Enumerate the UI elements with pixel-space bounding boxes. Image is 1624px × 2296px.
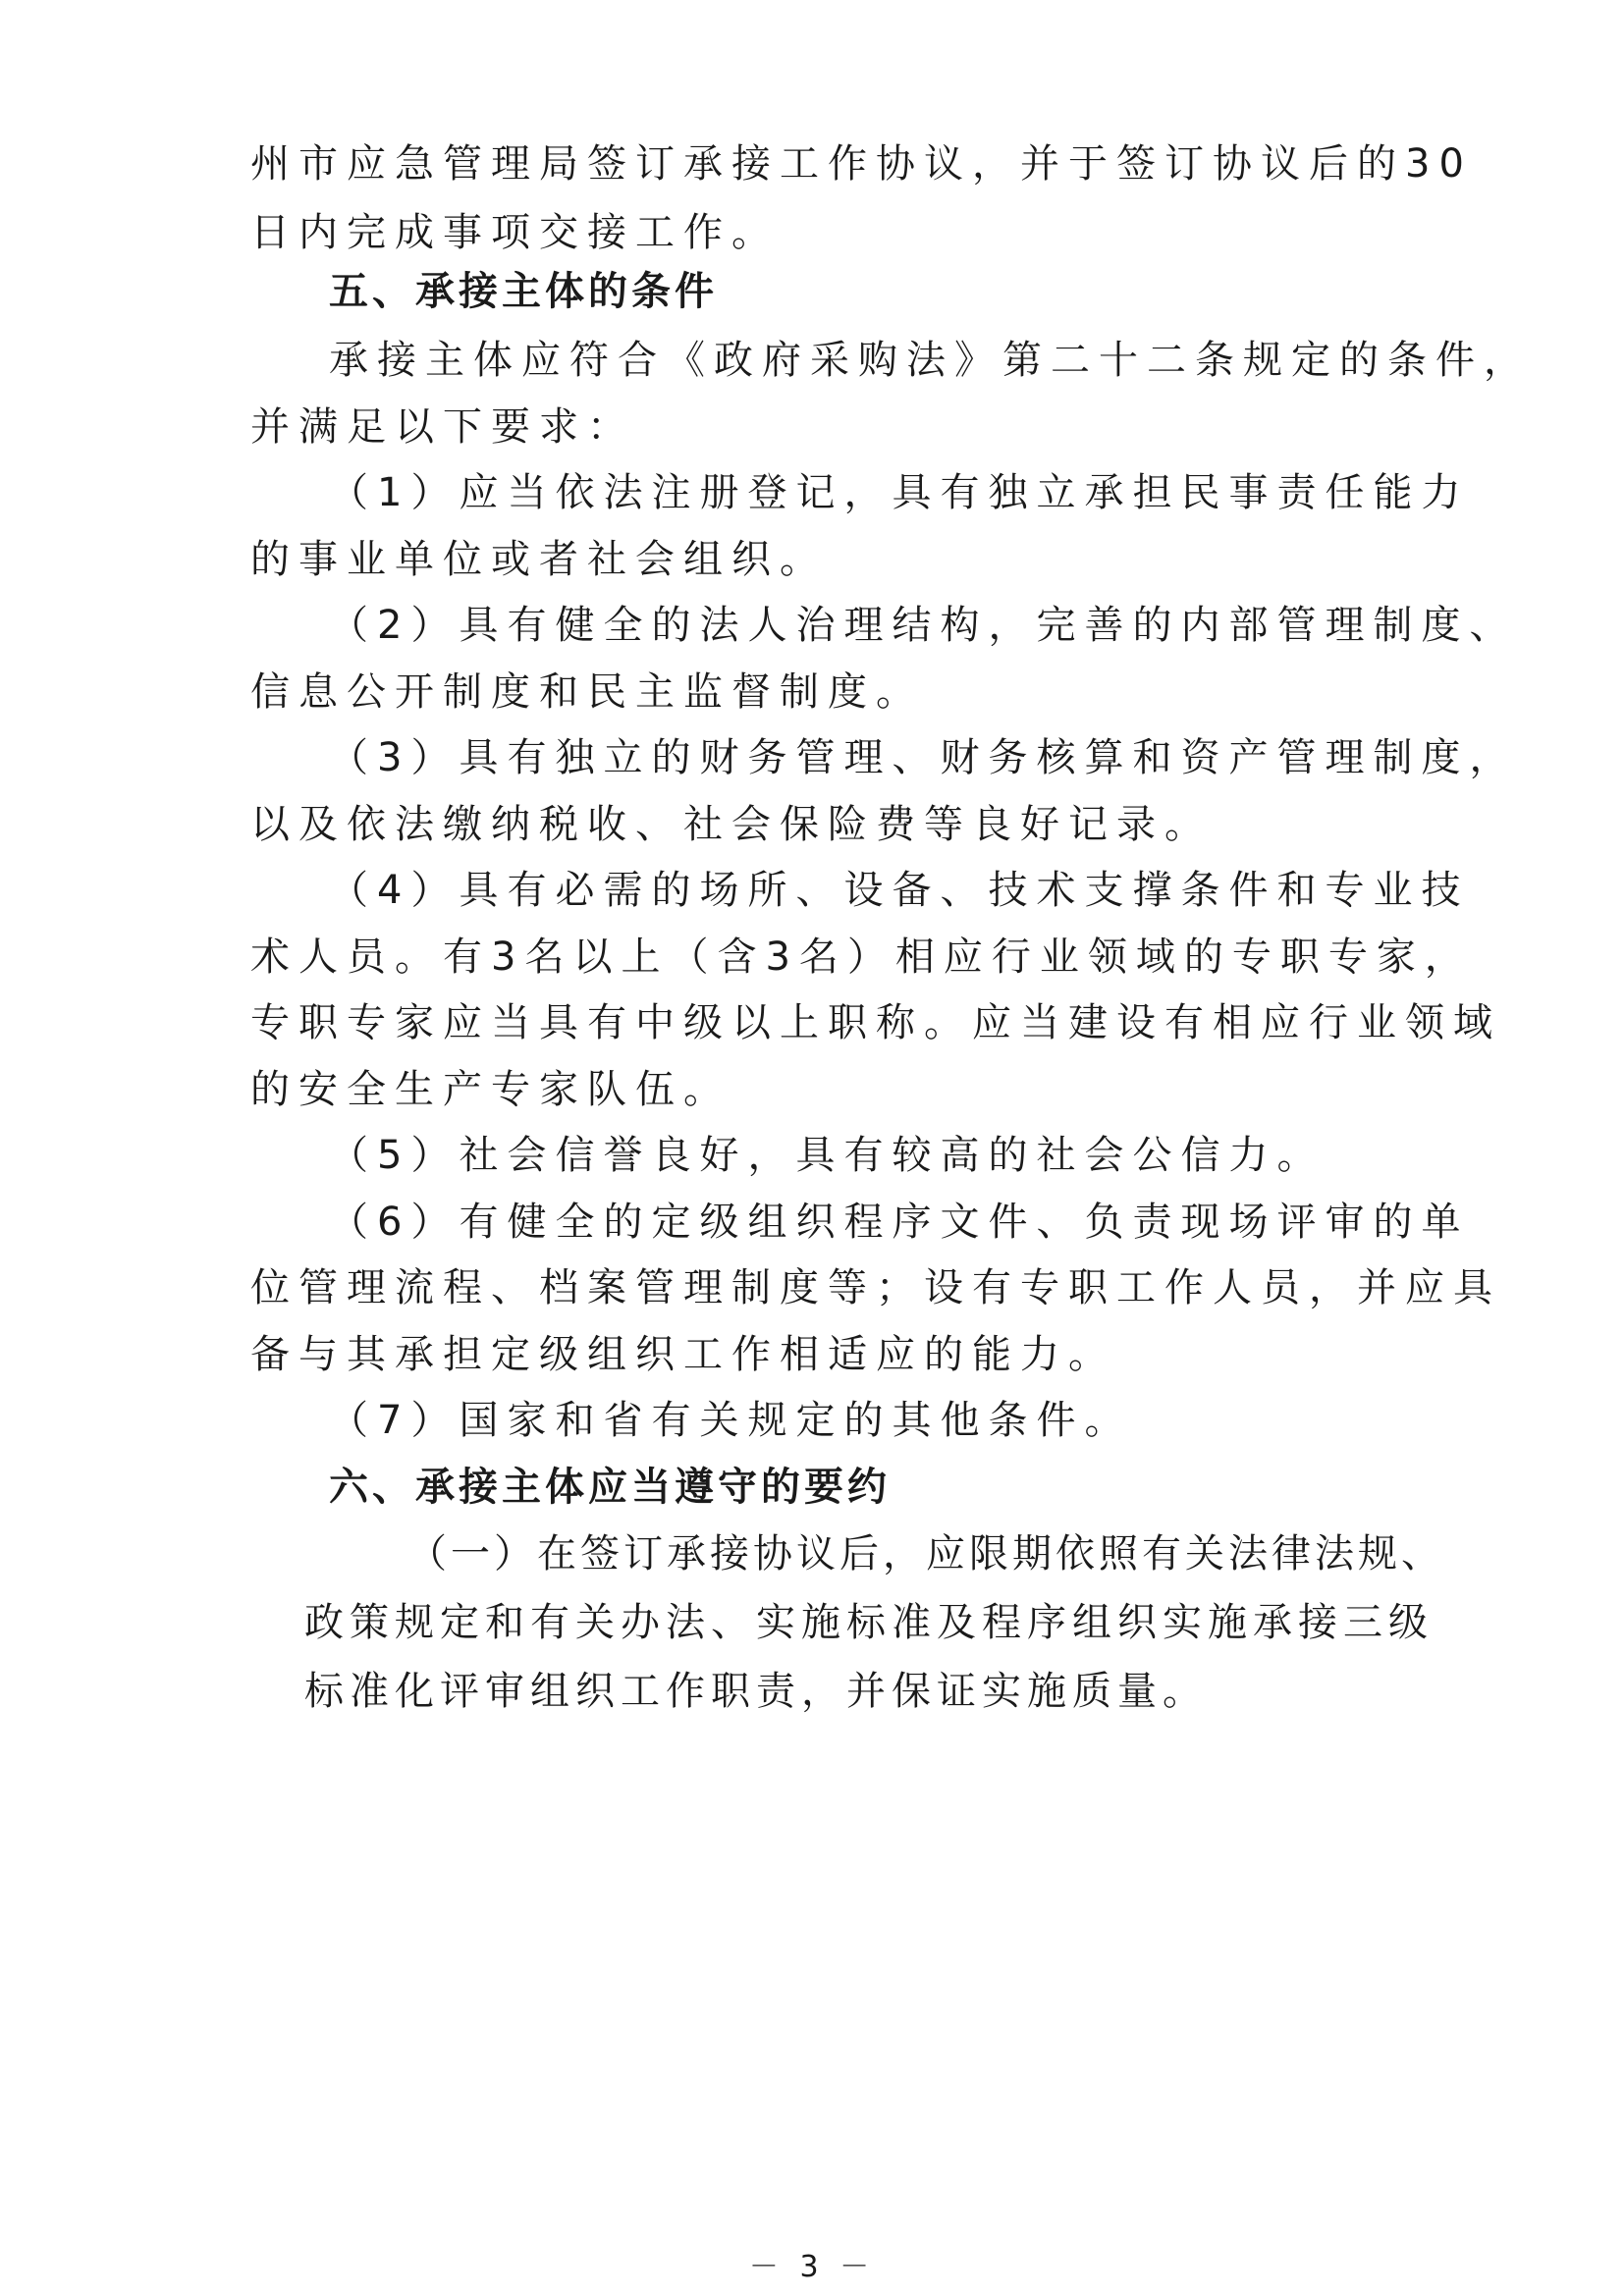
body-line: 并满足以下要求：: [250, 404, 635, 450]
body-line: 承接主体应符合《政府采购法》第二十二条规定的条件，: [329, 338, 1532, 383]
list-item-3-line: 以及依法缴纳税收、社会保险费等良好记录。: [250, 802, 1213, 847]
list-item-a-line: 政策规定和有关办法、实施标准及程序组织实施承接三级: [304, 1600, 1434, 1645]
body-line: 州市应急管理局签订承接工作协议，并于签订协议后的30: [250, 141, 1473, 187]
list-item-6-line: （6）有健全的定级组织程序文件、负责现场评审的单: [329, 1200, 1470, 1245]
section-heading-6: 六、承接主体应当遵守的要约: [329, 1465, 891, 1510]
list-item-a-line: （一）在签订承接协议后，应限期依照有关法律法规、: [407, 1531, 1444, 1576]
list-item-6-line: 位管理流程、档案管理制度等；设有专职工作人员，并应具: [250, 1265, 1501, 1310]
list-item-1-line: 的事业单位或者社会组织。: [250, 537, 828, 582]
list-item-4-line: （4）具有必需的场所、设备、技术支撑条件和专业技: [329, 868, 1470, 913]
list-item-2-line: 信息公开制度和民主监督制度。: [250, 669, 924, 715]
section-heading-5: 五、承接主体的条件: [329, 269, 718, 314]
list-item-4-line: 专职专家应当具有中级以上职称。应当建设有相应行业领域: [250, 1000, 1501, 1045]
list-item-2-line: （2）具有健全的法人治理结构，完善的内部管理制度、: [329, 603, 1518, 648]
list-item-4-line: 术人员。有3名以上（含3名）相应行业领域的专职专家，: [250, 934, 1473, 980]
list-item-4-line: 的安全生产专家队伍。: [250, 1067, 731, 1112]
list-item-3-line: （3）具有独立的财务管理、财务核算和资产管理制度，: [329, 735, 1518, 780]
list-item-7-line: （7）国家和省有关规定的其他条件。: [329, 1398, 1133, 1443]
page-number: － 3 －: [748, 2250, 876, 2284]
list-item-5-line: （5）社会信誉良好，具有较高的社会公信力。: [329, 1133, 1326, 1178]
list-item-6-line: 备与其承担定级组织工作相适应的能力。: [250, 1332, 1116, 1377]
body-line: 日内完成事项交接工作。: [250, 210, 780, 255]
list-item-a-line: 标准化评审组织工作职责，并保证实施质量。: [304, 1669, 1208, 1714]
list-item-1-line: （1）应当依法注册登记，具有独立承担民事责任能力: [329, 470, 1470, 515]
